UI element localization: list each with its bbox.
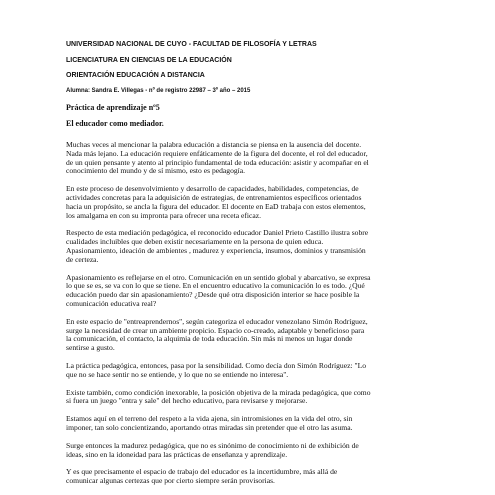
document-subtitle: El educador como mediador.: [66, 119, 164, 128]
university-heading: UNIVERSIDAD NACIONAL DE CUYO - FACULTAD DE FILOSOFÍA Y LETRAS: [66, 41, 317, 48]
paragraph-4: Apasionamiento es reflejarse en el otro. Comunicación en un sentido global y abarcativo, se expresa lo que se es, se va con lo que se tiene. En el encuentro educativo la comunicación lo es todo. ¿Qué educación puedo dar sin apasionamiento? ¿Desde qué otra disposición interior se hace posible la comunicación educativa real?: [66, 272, 371, 308]
orientation-heading: ORIENTACIÓN EDUCACIÓN A DISTANCIA: [66, 72, 205, 79]
paragraph-10: Y es que precisamente el espacio de trabajo del educador es la incertidumbre, más allá de comunicar algunas certezas que por cierto siempre serán provisorias.: [66, 467, 338, 486]
paragraph-1: Muchas veces al mencionar la palabra educación a distancia se piensa en la ausencia del docente. Nada más lejano. La educación requiere enfáticamente de la figura del docente, el rol del educador, de un quien pensante y atento al principio fundamental de toda educación: asistir y acompañar en el conocimiento del mundo y de sí mismo, esto es pedagogía.: [66, 140, 369, 176]
paragraph-9: Surge entonces la madurez pedagógica, que no es sinónimo de conocimiento ni de exhibición de ideas, sino en la idoneidad para las prácticas de enseñanza y aprendizaje.: [66, 440, 359, 459]
degree-heading: LICENCIATURA EN CIENCIAS DE LA EDUCACIÓN: [66, 57, 232, 64]
paragraph-3: Respecto de esta mediación pedagógica, el reconocido educador Daniel Prieto Castillo ilustra sobre cualidades incluibles que deben existir necesariamente en la persona de quien educa. Apasionamiento, ideación de ambientes , madurez y experiencia, insumos, dominios y transmisión de certeza.: [66, 228, 369, 264]
paragraph-7: Existe también, como condición inexorable, la posición objetiva de la mirada pedagógica, que como si fuera un juego "entra y sale" del hecho educativo, para revisarse y mejorarse.: [66, 387, 371, 406]
paragraph-2: En este proceso de desenvolvimiento y desarrollo de capacidades, habilidades, competencias, de actividades concretas para la adquisición de estrategias, de entrenamientos específicos orientados hacia un propósito, se ancla la figura del educador. El docente en EaD trabaja con estos elementos, los amalgama en con su impronta para ofrecer una receta eficaz.: [66, 184, 366, 220]
practice-title: Práctica de aprendizaje nº5: [66, 103, 160, 112]
paragraph-5: En este espacio de "entreaprendernos", según categoriza el educador venezolano Simón Rodríguez, surge la necesidad de crear un ambiente propicio. Espacio co-creado, adaptable y beneficioso para la comunicación, el contacto, la alquimia de toda educación. Sin más ni menos un lugar donde sentirse a gusto.: [66, 316, 368, 353]
paragraph-8: Estamos aquí en el terreno del respeto a la vida ajena, sin intromisiones en la vida del otro, sin imponer, tan solo concientizando, aportando otras miradas sin pretender que el otro las asuma.: [66, 414, 353, 432]
paragraph-6: La práctica pedagógica, entonces, pasa por la sensibilidad. Como decía don Simón Rodríguez: "Lo que no se hace sentir no se entiende, y lo que no se entiende no interesa".: [66, 360, 367, 379]
student-info: Alumna: Sandra E. Villegas - nº de registro 22987 – 3º año – 2015: [66, 88, 251, 94]
